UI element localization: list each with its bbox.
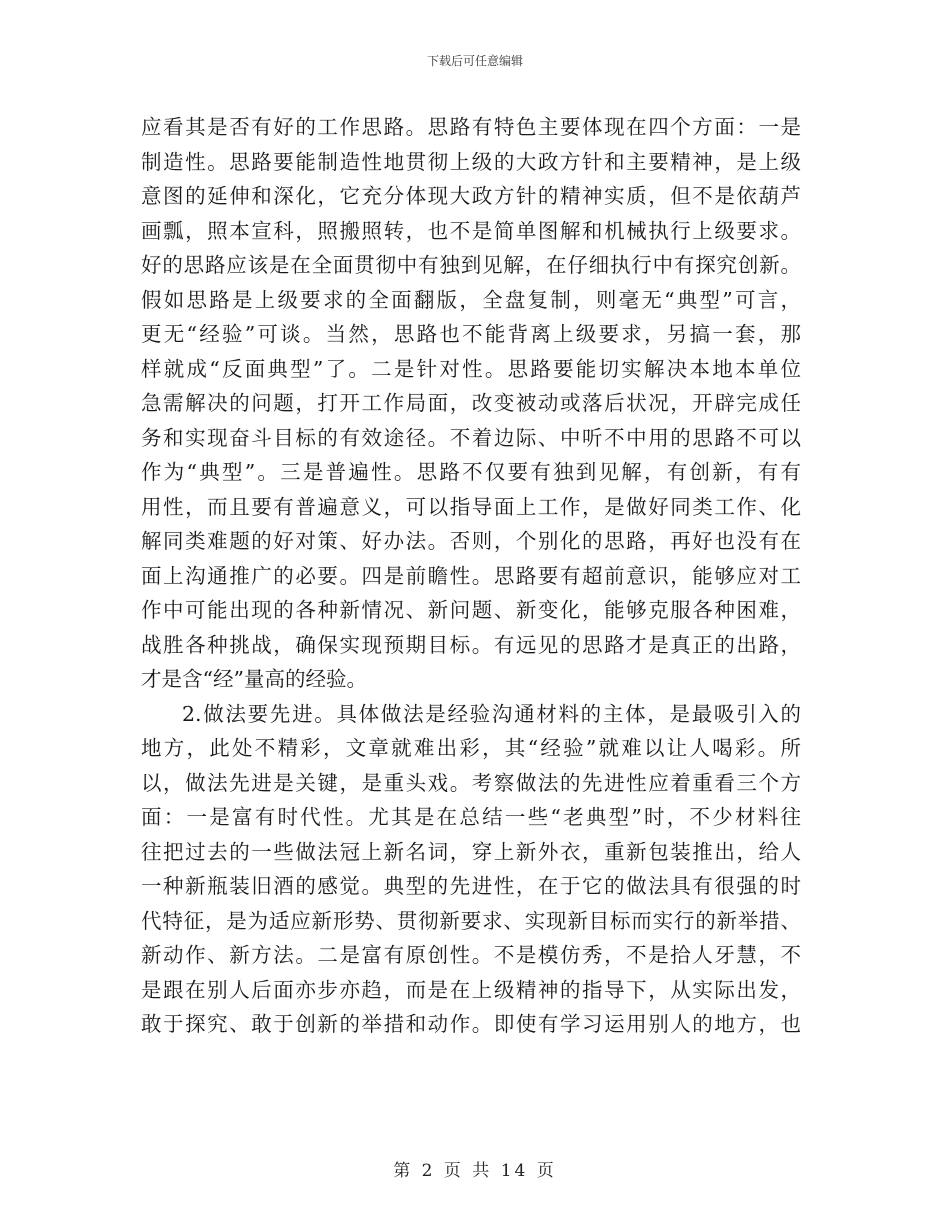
document-body bbox=[141, 110, 801, 1042]
text-line: 一种新瓶装旧酒的感觉。典型的先进性，在于它的做法具有很强的时 bbox=[141, 874, 801, 898]
text-line: 好的思路应该是在全面贯彻中有独到见解，在仔细执行中有探究创新。 bbox=[141, 253, 801, 277]
text-line: 急需解决的问题，打开工作局面，改变被动或落后状况，开辟完成任 bbox=[141, 391, 801, 415]
text-line: 制造性。思路要能制造性地贯彻上级的大政方针和主要精神，是上级 bbox=[141, 149, 801, 174]
text-line: 用性，而且要有普遍意义，可以指导面上工作，是做好同类工作、化 bbox=[141, 494, 801, 519]
text-line: 往把过去的一些做法冠上新名词，穿上新外衣，重新包装推出，给人 bbox=[141, 839, 801, 864]
text-line: 务和实现奋斗目标的有效途径。不着边际、中听不中用的思路不可以 bbox=[141, 425, 801, 450]
paragraph-1 bbox=[141, 110, 801, 697]
text-line: 作中可能出现的各种新情况、新问题、新变化，能够克服各种困难， bbox=[141, 598, 801, 622]
text-line: 面上沟通推广的必要。四是前瞻性。思路要有超前意识，能够应对工 bbox=[141, 563, 801, 588]
text-line: 解同类难题的好对策、好办法。否则，个别化的思路，再好也没有在 bbox=[141, 529, 801, 553]
text-line: 画瓢，照本宣科，照搬照转，也不是简单图解和机械执行上级要求。 bbox=[141, 218, 801, 243]
text-line: 意图的延伸和深化，它充分体现大政方针的精神实质，但不是依葫芦 bbox=[141, 184, 801, 208]
text-line: 应看其是否有好的工作思路。思路有特色主要体现在四个方面：一是 bbox=[141, 115, 801, 139]
text-line: 战胜各种挑战，确保实现预期目标。有远见的思路才是真正的出路， bbox=[141, 632, 801, 657]
text-line: 敢于探究、敢于创新的举措和动作。即使有学习运用别人的地方，也 bbox=[141, 1012, 801, 1036]
text-line: 地方，此处不精彩，文章就难出彩，其“经验”就难以让人喝彩。所 bbox=[141, 736, 801, 760]
text-line: 作为“典型”。三是普遍性。思路不仅要有独到见解，有创新，有有 bbox=[141, 460, 801, 484]
text-line: 新动作、新方法。二是富有原创性。不是模仿秀，不是拾人牙慧，不 bbox=[141, 943, 801, 967]
text-line: 才是含“经”量高的经验。 bbox=[141, 667, 367, 691]
text-line: 假如思路是上级要求的全面翻版，全盘复制，则毫无“典型”可言， bbox=[141, 287, 801, 312]
page-header-note: 下载后可任意编辑 bbox=[426, 54, 523, 68]
text-line: 面：一是富有时代性。尤其是在总结一些“老典型”时，不少材料往 bbox=[141, 805, 801, 829]
text-line: 更无“经验”可谈。当然，思路也不能背离上级要求，另搞一套，那 bbox=[141, 322, 801, 346]
text-line: 以，做法先进是关键，是重头戏。考察做法的先进性应着重看三个方 bbox=[141, 770, 801, 795]
text-line: 是跟在别人后面亦步亦趋，而是在上级精神的指导下，从实际出发， bbox=[141, 977, 801, 1002]
text-line: 2.做法要先进。具体做法是经验沟通材料的主体，是最吸引入的 bbox=[182, 701, 801, 726]
paragraph-2 bbox=[141, 697, 801, 1042]
text-line: 样就成“反面典型”了。二是针对性。思路要能切实解决本地本单位 bbox=[141, 356, 801, 381]
text-line: 代特征，是为适应新形势、贯彻新要求、实现新目标而实行的新举措、 bbox=[141, 908, 801, 933]
page-footer-number: 第 2 页 共 14 页 bbox=[393, 1161, 557, 1181]
